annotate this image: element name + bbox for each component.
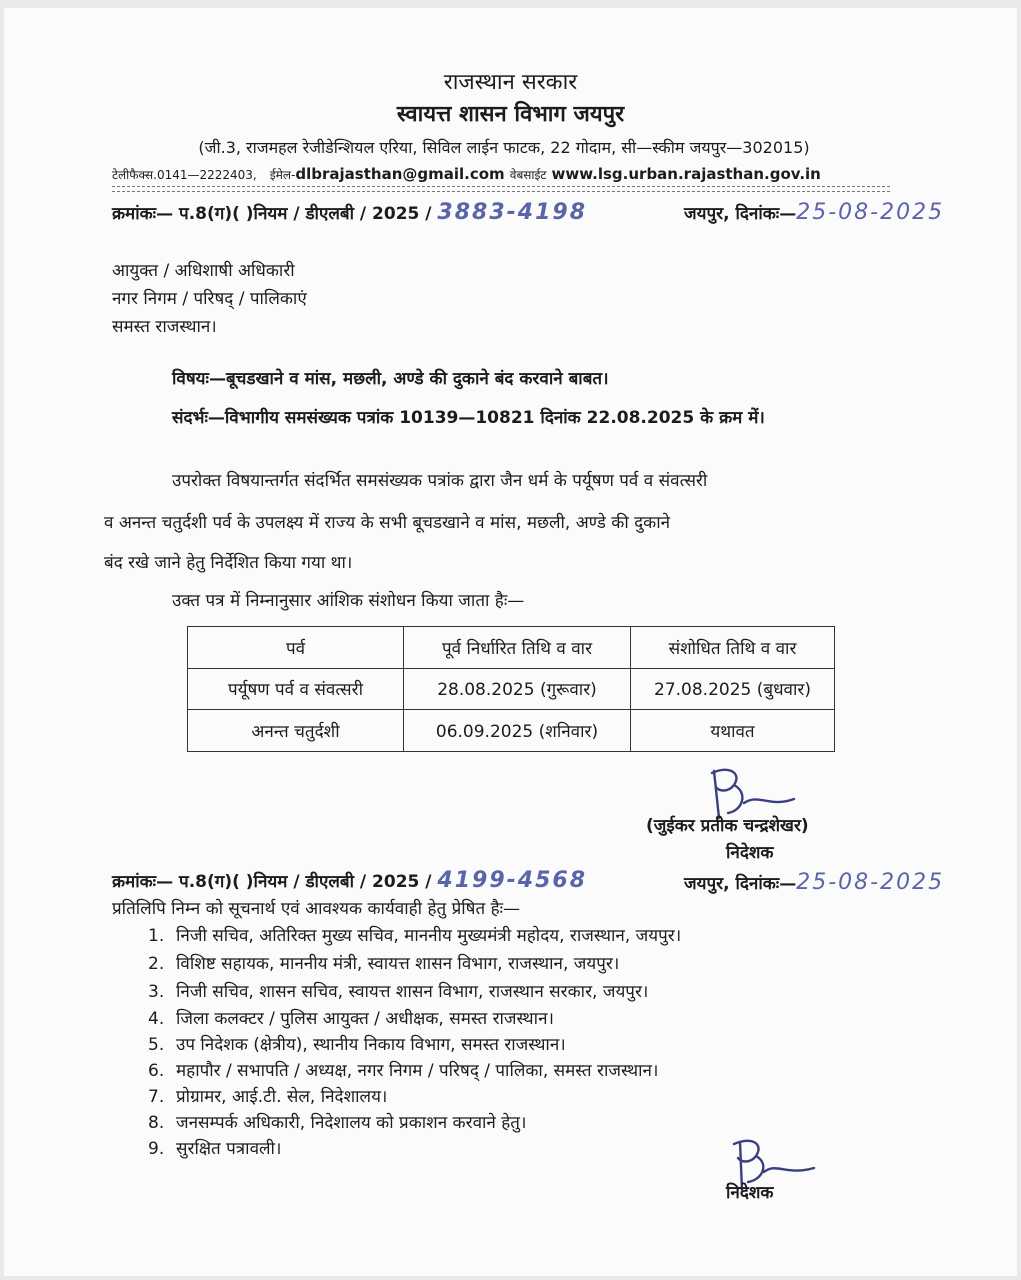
website-label: वेबसाईट xyxy=(509,168,547,182)
list-item: 6. महापौर / सभापति / अध्यक्ष, नगर निगम / परिषद् / पालिका, समस्त राजस्थान। xyxy=(148,1061,659,1081)
table-cell: 06.09.2025 (शनिवार) xyxy=(404,710,631,752)
table-header: पूर्व निर्धारित तिथि व वार xyxy=(404,627,631,669)
header-divider xyxy=(112,186,890,187)
body-line-2: व अनन्त चतुर्दशी पर्व के उपलक्ष्य में राज्य के सभी बूचडखाने व मांस, मछली, अण्डे की दुकाने xyxy=(104,513,671,533)
addressee-line-2: नगर निगम / परिषद् / पालिकाएं xyxy=(112,289,307,309)
table-cell: 27.08.2025 (बुधवार) xyxy=(631,668,835,710)
body-line-3: बंद रखे जाने हेतु निर्देशित किया गया था। xyxy=(104,553,353,573)
signatory-designation-2: निदेशक xyxy=(726,1183,774,1203)
ref-date-line xyxy=(684,200,944,225)
signatory-name: (जुईकर प्रतीक चन्द्रशेखर) xyxy=(646,816,809,836)
date-label-2: जयपुर, दिनांकः— xyxy=(684,874,797,894)
table-cell: पर्यूषण पर्व व संवत्सरी xyxy=(188,668,404,710)
date-label: जयपुर, दिनांकः— xyxy=(684,204,797,224)
table-header-row xyxy=(188,627,835,669)
email: dlbrajasthan@gmail.com xyxy=(295,165,505,183)
office-address: (जी.3, राजमहल रेजीडेन्शियल एरिया, सिविल लाईन फाटक, 22 गोदाम, सी—स्कीम जयपुर—302015) xyxy=(198,138,810,157)
department-title: स्वायत्त शासन विभाग जयपुर xyxy=(396,102,625,127)
list-item: 1. निजी सचिव, अतिरिक्त मुख्य सचिव, माननीय मुख्यमंत्री महोदय, राजस्थान, जयपुर। xyxy=(148,926,682,946)
list-item: 7. प्रोग्रामर, आई.टी. सेल, निदेशालय। xyxy=(148,1087,388,1107)
body-line-1: उपरोक्त विषयान्तर्गत संदर्भित समसंख्यक पत्रांक द्वारा जैन धर्म के पर्यूषण पर्व व संवत्सरी xyxy=(172,471,708,491)
ref-number-line xyxy=(112,200,587,225)
ref-number-handwritten-2: 4199-4568 xyxy=(437,868,587,893)
revision-table xyxy=(187,626,835,752)
table-cell: 28.08.2025 (गुरूवार) xyxy=(404,668,631,710)
table-header: संशोधित तिथि व वार xyxy=(631,627,835,669)
list-item: 2. विशिष्ट सहायक, माननीय मंत्री, स्वायत्त शासन विभाग, राजस्थान, जयपुर। xyxy=(148,954,620,974)
ref-date-line-2 xyxy=(684,870,944,895)
signatory-designation: निदेशक xyxy=(726,843,774,863)
addressee-line-1: आयुक्त / अधिशाषी अधिकारी xyxy=(112,261,295,281)
table-header: पर्व xyxy=(188,627,404,669)
date-handwritten-2: 25-08-2025 xyxy=(796,870,945,895)
subject-line: विषयः—बूचडखाने व मांस, मछली, अण्डे की दुकाने बंद करवाने बाबत। xyxy=(172,369,609,389)
table-cell: अनन्त चतुर्दशी xyxy=(188,710,404,752)
ref-label-2: क्रमांकः— प.8(ग)( )नियम / डीएलबी / 2025 / xyxy=(112,872,432,892)
copy-intro: प्रतिलिपि निम्न को सूचनार्थ एवं आवश्यक कार्यवाही हेतु प्रेषित हैः— xyxy=(112,899,521,919)
list-item: 9. सुरक्षित पत्रावली। xyxy=(148,1139,282,1159)
government-title: राजस्थान सरकार xyxy=(443,70,578,95)
telefax: टेलीफैक्स.0141—2222403, xyxy=(112,168,257,182)
table-cell: यथावत xyxy=(631,710,835,752)
email-label: ईमेल- xyxy=(269,168,296,182)
reference-line: संदर्भः—विभागीय समसंख्यक पत्रांक 10139—10821 दिनांक 22.08.2025 के क्रम में। xyxy=(172,408,765,428)
list-item: 3. निजी सचिव, शासन सचिव, स्वायत्त शासन विभाग, राजस्थान सरकार, जयपुर। xyxy=(148,982,649,1002)
list-item: 8. जनसम्पर्क अधिकारी, निदेशालय को प्रकाशन करवाने हेतु। xyxy=(148,1113,527,1133)
ref-label: क्रमांकः— प.8(ग)( )नियम / डीएलबी / 2025 / xyxy=(112,204,432,224)
body-line-4: उक्त पत्र में निम्नानुसार आंशिक संशोधन किया जाता हैः— xyxy=(172,591,525,611)
addressee-line-3: समस्त राजस्थान। xyxy=(112,317,217,337)
header-divider-2 xyxy=(112,191,890,192)
list-item: 5. उप निदेशक (क्षेत्रीय), स्थानीय निकाय विभाग, समस्त राजस्थान। xyxy=(148,1035,566,1055)
website: www.lsg.urban.rajasthan.gov.in xyxy=(551,165,821,183)
table-row xyxy=(188,710,835,752)
contact-line xyxy=(112,164,897,183)
letter-page xyxy=(4,8,1017,1276)
table-row xyxy=(188,668,835,710)
ref-number-handwritten: 3883-4198 xyxy=(437,200,587,225)
date-handwritten: 25-08-2025 xyxy=(796,200,945,225)
ref-number-line-2 xyxy=(112,868,587,893)
list-item: 4. जिला कलक्टर / पुलिस आयुक्त / अधीक्षक, समस्त राजस्थान। xyxy=(148,1009,554,1029)
